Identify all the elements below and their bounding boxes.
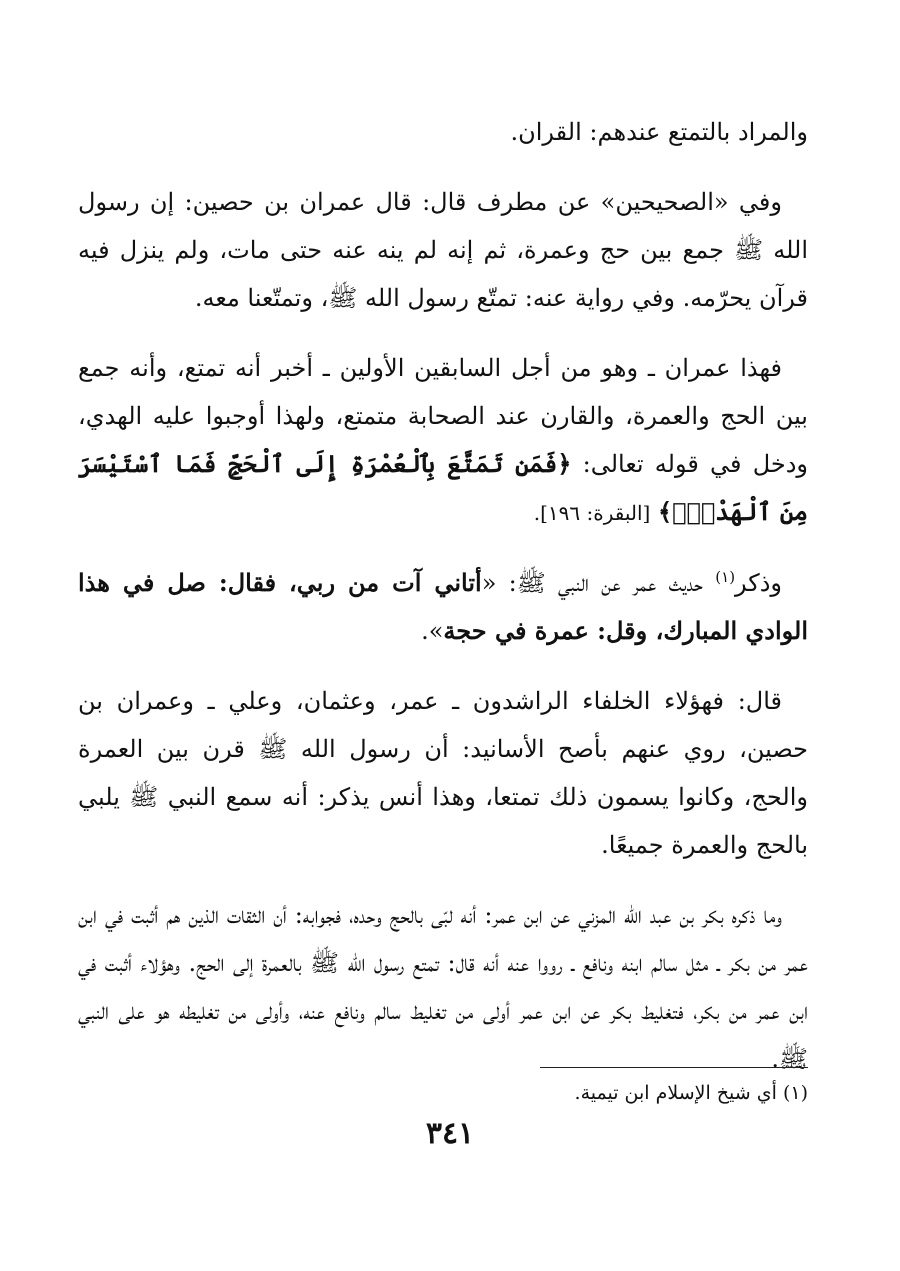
- paragraph-4-pre: وذكر: [735, 569, 782, 597]
- paragraph-5-text: قال: فهؤلاء الخلفاء الراشدون ـ عمر، وعثمان، وعلي ـ وعمران بن حصين، روي عنهم بأصح الأسانيد: أن رسول الله ﷺ قرن بين العمرة والحج، وكانوا يسمون ذلك تمتعا، وهذا أنس يذكر: أنه سمع النبي ﷺ يلبي بالحج والعمرة جميعًا.: [78, 687, 808, 859]
- hadith-quote: أتاني آت من ربي، فقال: صل في هذا الوادي المبارك، وقل: عمرة في حجة: [78, 568, 808, 645]
- paragraph-1-text: والمراد بالتمتع عندهم: القران.: [510, 118, 808, 146]
- paragraph-5: [78, 677, 808, 869]
- paragraph-2: [78, 178, 808, 322]
- paragraph-4: [78, 559, 808, 655]
- footnote-marker: (١): [782, 1082, 808, 1104]
- footnote-reference[interactable]: (١): [715, 568, 736, 586]
- main-text: [78, 108, 808, 1105]
- paragraph-3-text: فهذا عمران ـ وهو من أجل السابقين الأولين ـ أخبر أنه تمتع، وأنه جمع بين الحج والعمرة، والقارن عند الصحابة متمتع، ولهذا أوجبوا عليه الهدي، ودخل في قوله تعالى:: [78, 354, 808, 478]
- footnote-text: أي شيخ الإسلام ابن تيمية.: [574, 1082, 777, 1104]
- quran-verse: ﴿فَمَن تَمَتَّعَ بِٱلْعُمْرَةِ إِلَى ٱلْحَجِّ فَمَا ٱسْتَيْسَرَ مِنَ ٱلْهَدْيِۚ﴾: [78, 449, 808, 526]
- footnote: [78, 1078, 808, 1108]
- paragraph-4-mid: حديث عمر عن النبي ﷺ: «: [481, 569, 716, 597]
- page-number: ٣٤١: [425, 1116, 475, 1151]
- paragraph-6-text: وما ذكره بكر بن عبد الله المزني عن ابن عمر: أنه لبّى بالحج وحده، فجوابه: أن الثقات الذين هم أثبت في ابن عمر من بكر ـ مثل سالم ابنه ونافع ـ رووا عنه أنه قال: تمتع رسول الله ﷺ بالعمرة إلى الحج. وهؤلاء أثبت في ابن عمر من بكر، فتغليط بكر عن ابن عمر أولى من تغليط سالم ونافع عنه، وأولى من تغليطه هو على النبي ﷺ.: [78, 901, 808, 1073]
- paragraph-4-post: ».: [421, 617, 444, 645]
- verse-reference: [البقرة: ١٩٦].: [533, 501, 651, 525]
- paragraph-2-text: وفي «الصحيحين» عن مطرف قال: قال عمران بن حصين: إن رسول الله ﷺ جمع بين حج وعمرة، ثم إنه لم ينه عنه حتى مات، ولم ينزل فيه قرآن يحرّمه. وفي رواية عنه: تمتّع رسول الله ﷺ، وتمتّعنا معه.: [78, 188, 808, 312]
- paragraph-3: [78, 344, 808, 537]
- footnote-divider: [540, 1067, 808, 1068]
- paragraph-1: [78, 108, 808, 156]
- paragraph-6: [78, 891, 808, 1083]
